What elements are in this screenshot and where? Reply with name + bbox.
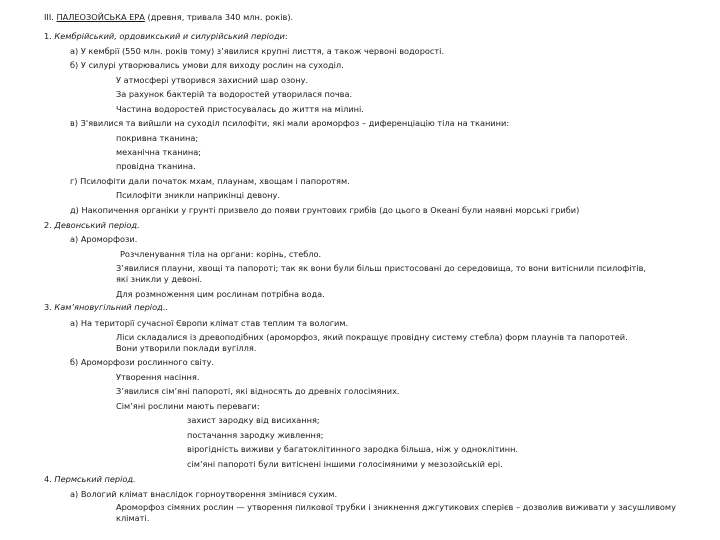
section-3-item-b: б) Ароморфози рослинного світу. <box>70 357 215 367</box>
section-2-item-a-line-1: Розчленування тіла на органи: корінь, стебло. <box>120 249 322 259</box>
section-1-item-a: а) У кембрії (550 млн. років тому) з’явилися крупні лисття, а також червоні водорості. <box>70 46 445 56</box>
section-1-title: Кембрійський, ордовикський и силурійський періоди <box>54 31 285 41</box>
section-3-item-a-line-1: Ліси складалися із древоподібних (ароморфоз, який покращує провідну систему стебла) форм плаунів та папоротей. Вони утворили поклади вугілля. <box>116 332 628 353</box>
section-1-item-b-line-1: У атмосфері утворився захисний шар озону. <box>116 75 309 85</box>
section-3-title: Кам’яновугільний період <box>54 302 163 312</box>
era-description: (древня, тривала 340 млн. років). <box>147 12 294 22</box>
section-1-item-b-line-3: Частина водоростей пристосувалась до життя на мілині. <box>116 104 364 114</box>
section-1-item-v-line-3: провідна тканина. <box>116 161 196 171</box>
section-3-item-b-line-2: З’явилися сім’яні папороті, які відносять до древніх голосімяних. <box>116 386 400 396</box>
section-3-heading <box>44 302 168 313</box>
section-2-number: 2. <box>44 220 52 230</box>
advantage-3: вірогідність виживи у багатоклітинного зародка більша, ніж у одноклітинн. <box>187 444 519 454</box>
section-4-heading <box>44 474 136 485</box>
section-1-item-v-line-1: покривна тканина; <box>116 133 199 143</box>
section-1-item-b: б) У силурі утворювались умови для виходу рослин на суходіл. <box>70 60 344 70</box>
section-1-item-d: д) Накопичення органіки у грунті призвело до появи грунтових грибів (до цього в Океані були наявні морські гриби) <box>70 205 580 215</box>
section-3-title-end: .. <box>162 302 168 312</box>
section-1-item-b-line-2: За рахунок бактерій та водоростей утворилася почва. <box>116 89 353 99</box>
era-name: ПАЛЕОЗОЙСЬКА ЕРА <box>56 12 145 22</box>
section-3-item-b-line-1: Утворення насіння. <box>116 372 200 382</box>
section-1-number: 1. <box>44 31 52 41</box>
section-1-item-g-line-1: Псилофіти зникли наприкінці девону. <box>116 190 280 200</box>
section-1-item-g: г) Псилофіти дали початок мхам, плаунам, хвощам і папоротям. <box>70 176 350 186</box>
advantage-1: захист зародку від висихання; <box>187 415 320 425</box>
advantage-2: постачання зародку живлення; <box>187 430 324 440</box>
section-4-item-a-line-1: Ароморфоз сімяних рослин — утворення пилкової трубки і зникнення джгутикових сперієв – дозволив виживати у засушливому кліматі. <box>116 502 676 523</box>
section-3-item-b-line-3: Сім’яні рослини мають переваги: <box>116 401 260 411</box>
section-2-item-a: а) Ароморфози. <box>70 234 138 244</box>
section-4-item-a: а) Вологий клімат внаслідок горноутворення змінився сухим. <box>70 489 338 499</box>
section-1-item-v: в) З'явилися та вийшли на суходіл псилофіти, які мали ароморфоз – диференціацію тіла на тканини: <box>70 118 510 128</box>
section-2-item-a-line-2: З’явилися плауни, хвощі та папороті; так як вони були більш пристосовані до середовища, то вони витіснили псилофітів, які зникли у девоні. <box>116 263 646 284</box>
section-3-item-a: а) На території сучасної Європи клімат став теплим та вологим. <box>70 318 349 328</box>
section-2-title: Девонський період. <box>54 220 140 230</box>
section-1-heading <box>44 31 288 42</box>
era-number: III. <box>44 12 54 22</box>
section-2-heading <box>44 220 140 231</box>
section-4-number: 4. <box>44 474 52 484</box>
section-1-item-v-line-2: механічна тканина; <box>116 147 202 157</box>
section-1-colon: : <box>284 31 288 41</box>
era-heading <box>44 12 293 23</box>
section-2-item-a-line-3: Для розмноження цим рослинам потрібна вода. <box>116 289 325 299</box>
advantage-4: сім’яні папороті були витіснені іншими голосімяними у мезозойській ері. <box>187 459 503 469</box>
section-4-title: Пермський період. <box>54 474 136 484</box>
section-3-number: 3. <box>44 302 52 312</box>
